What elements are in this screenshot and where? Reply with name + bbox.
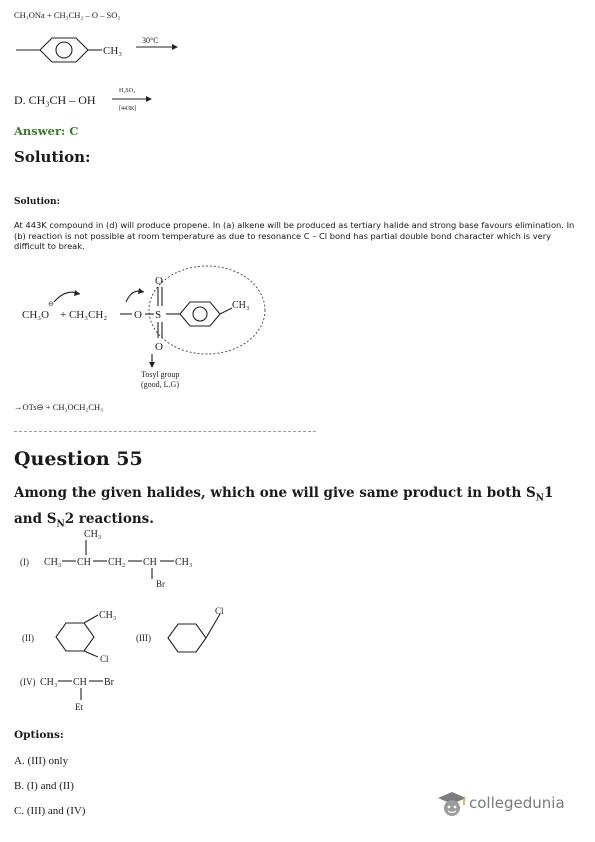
solution-text: At 443K compound in (d) will produce propene. In (a) alkene will be produced as tertiary halide and strong base favours elimination. In (b) reaction is not possible at room temperature as due to resonance C – Cl bond has partial double bond character which is very difficult to break. bbox=[14, 220, 575, 251]
structure-i bbox=[14, 525, 244, 595]
structure-ii-ch3: CH₃ bbox=[99, 610, 117, 621]
sulfur-atom: S bbox=[155, 309, 162, 321]
question-sub-n1: N bbox=[535, 493, 544, 504]
solution-subheading: Solution: bbox=[14, 197, 60, 207]
tosyl-label: Tosyl group bbox=[141, 370, 180, 379]
structure-i-chbr: CH bbox=[143, 557, 157, 568]
brand-name: collegedunia bbox=[469, 794, 565, 812]
ring-ch3: CH₃ bbox=[232, 300, 250, 311]
reaction-c-text: CH₃ONa + CH₃CH₂ – O – SO₂ bbox=[14, 10, 121, 20]
structure-i-br: Br bbox=[156, 579, 165, 589]
ethyl-group: + CH₃CH₂ bbox=[60, 309, 108, 321]
structure-ii-cl: Cl bbox=[100, 654, 109, 664]
structure-i-label: (I) bbox=[20, 557, 29, 567]
option-d-arrow bbox=[110, 84, 155, 116]
question-title: Question 55 bbox=[14, 448, 143, 470]
structure-i-end-ch3: CH₃ bbox=[175, 557, 193, 568]
section-divider bbox=[14, 431, 316, 432]
structure-i-ch: CH bbox=[77, 557, 91, 568]
answer-label: Answer: C bbox=[14, 124, 79, 138]
methoxide: CH₃O bbox=[22, 309, 50, 321]
option-a[interactable]: A. (III) only bbox=[14, 755, 69, 767]
option-c[interactable]: C. (III) and (IV) bbox=[14, 805, 86, 817]
methoxide-charge: ⊖ bbox=[48, 300, 54, 308]
oxygen-link: O bbox=[134, 309, 142, 321]
options-heading: Options: bbox=[14, 729, 64, 741]
structure-iii bbox=[130, 600, 240, 660]
structure-i-ch2: CH₂ bbox=[108, 557, 126, 568]
collegedunia-logo bbox=[437, 788, 565, 818]
reaction-c-ch3: CH₃ bbox=[103, 45, 123, 57]
question-text-part4: 2 reactions. bbox=[64, 510, 154, 527]
solution-heading: Solution: bbox=[14, 148, 91, 166]
tosyl-label-good: (good, L.G) bbox=[141, 380, 179, 389]
structure-iv-label: (IV) bbox=[20, 677, 36, 687]
structure-iv-br: Br bbox=[104, 677, 114, 688]
reaction-c-structure bbox=[14, 30, 214, 70]
option-d-reagent: H₂SO₄ bbox=[119, 88, 136, 94]
tosylate-mechanism bbox=[14, 262, 314, 392]
oxygen-top: O bbox=[155, 275, 163, 287]
structure-iv-ch: CH bbox=[73, 677, 87, 688]
structure-i-top-ch3: CH₃ bbox=[84, 529, 102, 540]
structure-iv bbox=[14, 670, 164, 715]
structure-iii-label: (III) bbox=[136, 633, 151, 643]
structure-iv-et: Et bbox=[75, 702, 83, 712]
structure-i-ch3: CH₃ bbox=[44, 557, 62, 568]
oxygen-bottom: O bbox=[155, 341, 163, 353]
structure-iii-cl: Cl bbox=[215, 606, 224, 616]
mechanism-product: →OTs⊖ + CH₃OCH₂CH₃ bbox=[14, 402, 104, 412]
structure-ii-label: (II) bbox=[22, 633, 34, 643]
question-sub-n2: N bbox=[56, 519, 65, 530]
question-text-part2: 1 bbox=[543, 485, 554, 501]
question-text-part3: and S bbox=[14, 510, 57, 527]
option-b[interactable]: B. (I) and (II) bbox=[14, 780, 74, 792]
structure-ii bbox=[14, 605, 134, 665]
graduate-icon bbox=[437, 788, 467, 818]
option-d-text: D. CH₃CH – OH bbox=[14, 93, 96, 107]
reaction-c-condition: 30°C bbox=[142, 36, 159, 45]
option-d-temp: [443K] bbox=[119, 106, 137, 112]
question-text-part1: Among the given halides, which one will give same product in both S bbox=[14, 485, 536, 501]
structure-iv-ch3: CH₃ bbox=[40, 677, 58, 688]
